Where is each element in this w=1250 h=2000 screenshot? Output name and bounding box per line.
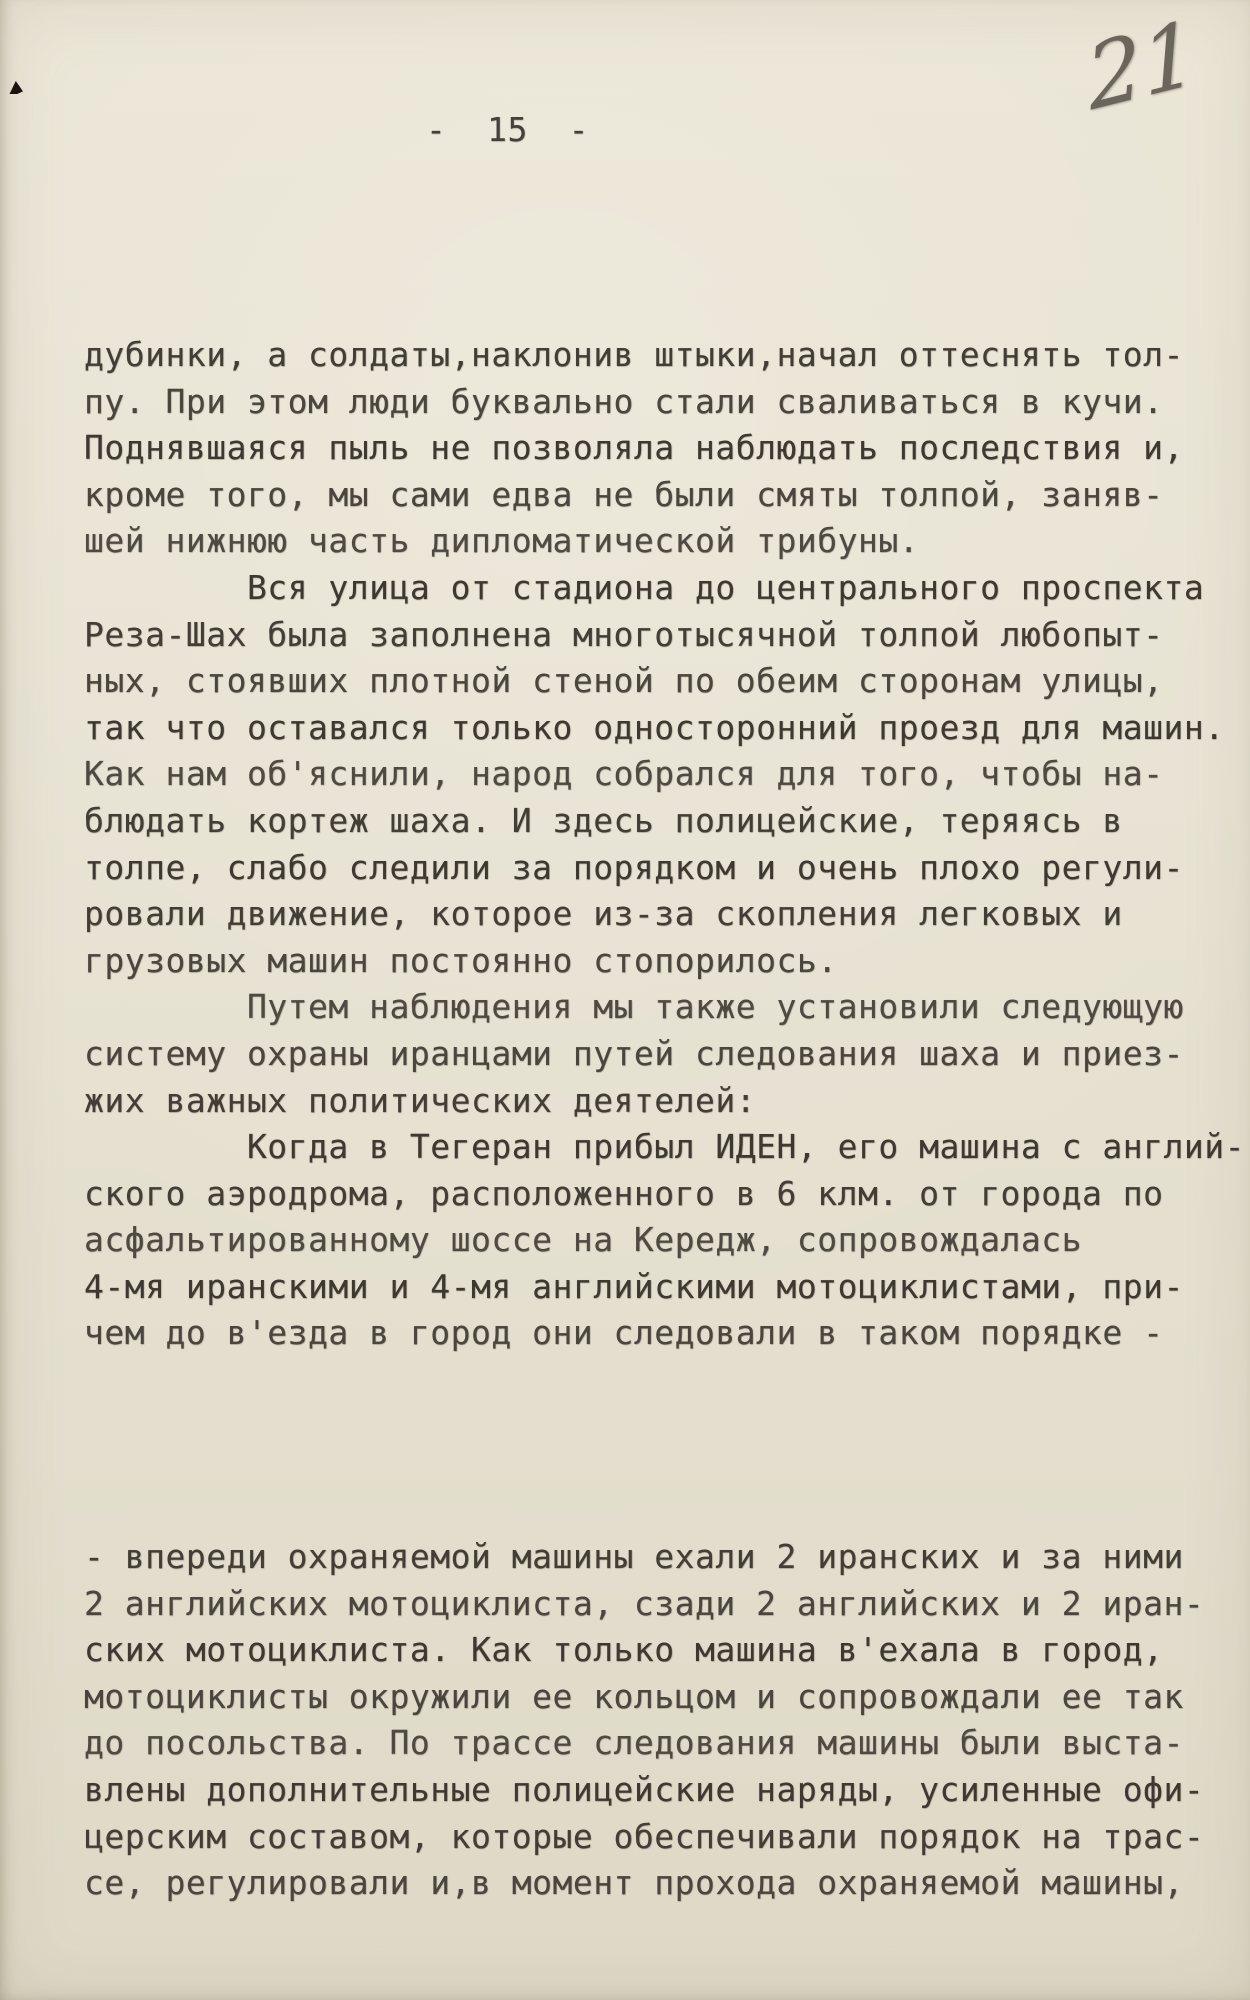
text-line: систему охраны иранцами путей следования шаха и приез- [84,1033,1184,1073]
text-line: Путем наблюдения мы также установили следующую [84,987,1184,1027]
text-line: Вся улица от стадиона до центрального проспекта [84,567,1205,607]
text-line: толпе, слабо следили за порядком и очень плохо регули- [84,847,1184,887]
text-line: Поднявшаяся пыль не позволяла наблюдать последствия и, [84,428,1184,468]
paragraph-block-2 [84,1534,1250,1907]
text-line: до посольства. По трассе следования машины были выста- [84,1723,1184,1763]
text-line: пу. При этом люди буквально стали сваливаться в кучи. [84,381,1164,421]
text-line: ского аэродрома, расположенного в 6 клм. от города по [84,1173,1164,1213]
text-line: ских мотоциклиста. Как только машина в'ехала в город, [84,1630,1164,1670]
text-line: влены дополнительные полицейские наряды, усиленные офи- [84,1769,1205,1809]
text-line: церским составом, которые обеспечивали порядок на трас- [84,1816,1205,1856]
text-line: 2 английских мотоциклиста, сзади 2 английских и 2 иран- [84,1583,1205,1623]
paragraph-block-1 [84,332,1250,1357]
text-line: Когда в Тегеран прибыл ИДЕН, его машина с англий- [84,1127,1245,1167]
text-line: так что оставался только односторонний проезд для машин. [84,707,1225,747]
text-line: Как нам об'яснили, народ собрался для того, чтобы на- [84,754,1164,794]
text-line: ровали движение, которое из-за скопления легковых и [84,894,1123,934]
text-line: чем до в'езда в город они следовали в таком порядке - [84,1313,1164,1353]
text-line: асфальтированному шоссе на Кередж, сопровождалась [84,1220,1083,1260]
text-line: 4-мя иранскими и 4-мя английскими мотоциклистами, при- [84,1266,1184,1306]
text-line: жих важных политических деятелей: [84,1080,757,1120]
text-line: дубинки, а солдаты,наклонив штыки,начал оттеснять тол- [84,335,1184,374]
handwritten-page-number: 21 [1082,0,1202,131]
page-number: - 15 - [426,110,589,149]
ink-speck [8,81,23,94]
text-line: кроме того, мы сами едва не были смяты толпой, заняв- [84,474,1164,514]
text-line: - впереди охраняемой машины ехали 2 иранских и за ними [84,1537,1184,1576]
text-line: грузовых машин постоянно стопорилось. [84,940,838,980]
text-line: мотоциклисты окружили ее кольцом и сопровождали ее так [84,1676,1184,1716]
text-line: шей нижнюю часть дипломатической трибуны. [84,521,920,561]
text-line: се, регулировали и,в момент прохода охраняемой машины, [84,1863,1184,1903]
text-line: ных, стоявших плотной стеной по обеим сторонам улицы, [84,661,1164,701]
text-line: блюдать кортеж шаха. И здесь полицейские, теряясь в [84,800,1123,840]
text-line: Реза-Шах была заполнена многотысячной толпой любопыт- [84,614,1164,654]
